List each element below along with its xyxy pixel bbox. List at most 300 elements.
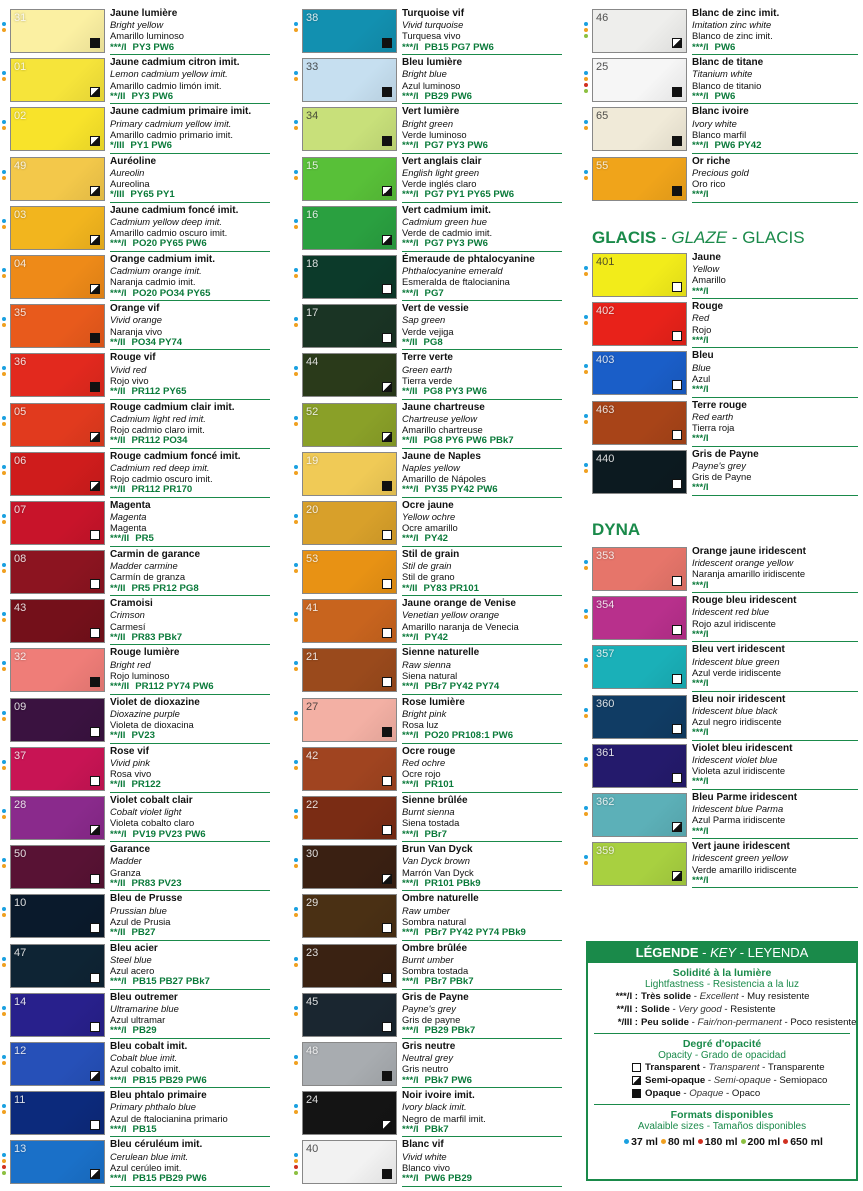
lightfastness-rows <box>588 990 856 1029</box>
name-en: Yellow ochre <box>402 511 456 523</box>
name-fr: Rouge lumière <box>110 647 180 659</box>
pigment-codes: PY83 PR101 <box>423 582 479 594</box>
entry-rule <box>402 1087 562 1088</box>
opacity-title: Degré d'opacité <box>682 1038 762 1050</box>
color-entry <box>2 57 270 106</box>
color-entry <box>294 303 562 352</box>
size-dot <box>2 372 6 376</box>
color-text <box>402 156 562 201</box>
name-es: Azul de Prusia <box>110 915 171 927</box>
name-en: Steel blue <box>110 953 152 965</box>
size-dot <box>584 272 588 276</box>
name-fr: Jaune chartreuse <box>402 401 485 413</box>
color-number: 403 <box>596 354 615 367</box>
pigment-codes: PR112 PY74 PW6 <box>135 681 214 693</box>
opacity-icon <box>90 1120 100 1130</box>
color-number: 45 <box>306 995 319 1008</box>
name-es: Rojo luminoso <box>110 669 170 681</box>
name-en: Madder <box>110 855 142 867</box>
size-dots <box>294 71 300 83</box>
color-swatch <box>10 353 105 397</box>
color-number: 07 <box>14 503 27 516</box>
name-en: Aureolin <box>110 166 145 178</box>
lightfastness-es: Poco resistente <box>790 1017 857 1028</box>
color-entry <box>294 598 562 647</box>
name-fr: Violet cobalt clair <box>110 795 193 806</box>
name-en: Ivory black imit. <box>402 1101 467 1113</box>
size-dot <box>2 274 6 278</box>
name-es: Sombra tostada <box>402 964 469 976</box>
entry-rule <box>110 546 270 547</box>
name-es: Stil de grano <box>402 571 455 583</box>
lightfastness-code: */III <box>110 139 125 151</box>
pigment-line <box>692 140 858 151</box>
opacity-icon <box>382 776 392 786</box>
pigment-line <box>692 580 858 591</box>
name-fr: Orange cadmium imit. <box>110 253 216 265</box>
size-dot <box>2 1171 6 1175</box>
color-entry <box>294 402 562 451</box>
name-fr: Blanc de zinc imit. <box>692 8 780 19</box>
name-en: Bright blue <box>402 68 447 80</box>
size-dots <box>2 907 8 919</box>
opacity-icon <box>382 284 392 294</box>
lightfastness-code: **/II <box>402 385 418 397</box>
lightfastness-row: **/II : Solide - Very good - Resistente <box>588 1003 856 1016</box>
entry-rule <box>110 694 270 695</box>
color-entry <box>2 992 270 1041</box>
size-dot <box>584 266 588 270</box>
size-dots <box>294 661 300 673</box>
size-dot <box>741 1139 746 1144</box>
size-dot <box>294 465 298 469</box>
size-dot <box>2 366 6 370</box>
lightfastness-code: ***/I <box>402 926 419 938</box>
entry-rule <box>110 448 270 449</box>
color-entry <box>2 402 270 451</box>
name-fr: Orange vif <box>110 303 160 315</box>
size-dot <box>294 274 298 278</box>
entry-rule <box>692 153 858 154</box>
lightfastness-code: ***/I <box>402 877 419 889</box>
name-fr: Jaune cadmium primaire imit. <box>110 106 252 118</box>
color-number: 12 <box>14 1044 27 1057</box>
opacity-icon <box>672 625 682 635</box>
size-dot <box>624 1139 629 1144</box>
entry-rule <box>402 448 562 449</box>
pigment-codes: PB29 <box>132 1025 157 1037</box>
pigment-codes: PY3 PW6 <box>131 90 174 102</box>
name-es: Rojo cadmio claro imit. <box>110 423 205 435</box>
color-swatch <box>10 698 105 742</box>
color-swatch <box>302 255 397 299</box>
name-es: Violeta de dioxacina <box>110 719 194 731</box>
pigment-line <box>110 484 270 495</box>
size-dot <box>584 321 588 325</box>
name-fr: Émeraude de phtalocyanine <box>402 253 535 265</box>
name-es: Esmeralda de ftalocianina <box>402 276 510 288</box>
name-es: Violeta cobalto claro <box>110 817 195 829</box>
size-dots <box>584 463 590 475</box>
color-swatch <box>302 944 397 988</box>
entry-rule <box>402 399 562 400</box>
name-fr: Ocre rouge <box>402 745 456 757</box>
size-dot <box>584 714 588 718</box>
pigment-codes: PR83 PV23 <box>131 877 182 889</box>
name-fr: Jaune cadmium foncé imit. <box>110 204 239 216</box>
lightfastness-code: ***/I <box>402 1172 419 1184</box>
size-dots <box>584 170 590 182</box>
size-dot <box>2 71 6 75</box>
name-fr: Auréoline <box>110 155 157 167</box>
size-dots <box>294 465 300 477</box>
opacity-icon <box>672 186 682 196</box>
size-dots <box>584 120 590 132</box>
size-dot <box>294 170 298 174</box>
color-swatch <box>10 845 105 889</box>
color-number: 50 <box>14 848 27 861</box>
color-swatch <box>10 648 105 692</box>
name-en: Van Dyck brown <box>402 855 470 867</box>
lightfastness-code: ***/I <box>692 41 709 53</box>
size-dots <box>584 266 590 278</box>
opacity-icon <box>90 776 100 786</box>
color-number: 11 <box>14 1094 26 1107</box>
entry-rule <box>692 446 858 447</box>
lightfastness-code: ***/I <box>110 1123 127 1135</box>
name-es: Sombra natural <box>402 915 467 927</box>
name-es: Blanco vivo <box>402 1161 450 1173</box>
color-text <box>110 303 270 348</box>
color-number: 49 <box>14 159 27 172</box>
name-en: Madder carmine <box>110 560 178 572</box>
color-text <box>402 1090 562 1135</box>
size-dot <box>2 711 6 715</box>
lightfastness-code: ***/I <box>402 41 419 53</box>
name-en: Vivid white <box>402 1150 447 1162</box>
name-en: Venetian yellow orange <box>402 609 500 621</box>
color-text <box>402 106 562 151</box>
pigment-line <box>692 629 858 640</box>
name-fr: Sienne brûlée <box>402 795 468 806</box>
name-es: Carmesí <box>110 620 146 632</box>
entry-rule <box>110 1186 270 1187</box>
entry-rule <box>692 641 858 642</box>
color-entry <box>294 1139 562 1188</box>
opacity-row: Transparent - Transparent - Transparente <box>588 1061 856 1074</box>
opacity-icon <box>382 825 392 835</box>
name-en: Red <box>692 312 710 324</box>
lightfastness-code: ***/I <box>692 628 709 640</box>
color-entry <box>2 549 270 598</box>
name-en: Iridescent blue green <box>692 655 780 667</box>
pigment-line <box>110 386 270 397</box>
color-text <box>692 743 858 788</box>
color-text <box>402 205 562 250</box>
size-dot <box>294 28 298 32</box>
color-entry <box>2 1139 270 1188</box>
pigment-line <box>692 189 858 200</box>
name-es: Gris neutro <box>402 1063 449 1075</box>
name-en: Payne's grey <box>402 1002 456 1014</box>
lightfastness-code: */III : <box>617 1017 638 1028</box>
size-dot <box>2 1159 6 1163</box>
name-fr: Bleu vert iridescent <box>692 644 785 656</box>
color-swatch <box>592 744 687 788</box>
name-fr: Bleu cobalt imit. <box>110 1040 188 1052</box>
name-fr: Magenta <box>110 499 151 511</box>
color-text <box>402 57 562 102</box>
pigment-codes: PY1 PW6 <box>130 139 172 151</box>
entry-rule <box>692 887 858 888</box>
color-entry <box>2 205 270 254</box>
color-text <box>692 156 858 201</box>
size-dot <box>584 71 588 75</box>
pigment-line <box>110 42 270 53</box>
formats-subtitle: Avalaible sizes - Tamaños disponibles <box>637 1121 807 1132</box>
size-dot <box>2 957 6 961</box>
entry-rule <box>110 103 270 104</box>
color-text <box>110 992 270 1037</box>
size-dot <box>2 864 6 868</box>
lightfastness-code: ***/I <box>402 533 419 545</box>
name-fr: Terre verte <box>402 352 453 364</box>
opacity-es: Semiopaco <box>779 1075 828 1086</box>
size-dot <box>783 1139 788 1144</box>
color-text <box>110 352 270 397</box>
color-swatch <box>302 1042 397 1086</box>
size-dot <box>2 1110 6 1114</box>
color-number: 463 <box>596 403 615 416</box>
entry-rule <box>692 298 858 299</box>
color-number: 08 <box>14 553 27 566</box>
glaze-list <box>584 252 858 498</box>
pigment-line <box>402 829 562 840</box>
color-swatch <box>592 107 687 151</box>
pigment-codes: PO20 PO34 PY65 <box>132 287 211 299</box>
color-text <box>110 402 270 447</box>
color-entry <box>2 106 270 155</box>
size-dots <box>2 268 8 280</box>
name-fr: Garance <box>110 844 151 856</box>
color-text <box>110 8 270 53</box>
size-dot <box>2 176 6 180</box>
color-number: 30 <box>306 848 319 861</box>
opacity-icon <box>382 874 392 884</box>
color-entry <box>294 549 562 598</box>
size-dot <box>2 22 6 26</box>
pigment-line <box>692 42 858 53</box>
size-dots <box>294 563 300 575</box>
size-dot <box>294 864 298 868</box>
color-swatch <box>592 302 687 346</box>
pigment-codes: PW6 PY42 <box>714 139 762 151</box>
opacity-icon <box>382 186 392 196</box>
size-dots <box>294 711 300 723</box>
opacity-o-icon <box>632 1089 641 1098</box>
name-fr: Orange jaune iridescent <box>692 546 806 557</box>
size-dot <box>584 806 588 810</box>
pigment-line <box>110 238 270 249</box>
name-en: Bright pink <box>402 707 447 719</box>
entry-rule <box>692 54 858 55</box>
opacity-icon <box>672 724 682 734</box>
color-swatch <box>592 645 687 689</box>
color-text <box>402 8 562 53</box>
size-dot <box>584 812 588 816</box>
color-text <box>110 844 270 889</box>
lightfastness-code: ***/I <box>402 139 419 151</box>
lightfastness-code: ***/II <box>110 533 130 545</box>
size-dot <box>2 225 6 229</box>
name-es: Blanco de zinc imit. <box>692 30 773 42</box>
size-dot <box>584 566 588 570</box>
color-text <box>110 205 270 250</box>
size-dot <box>294 1171 298 1175</box>
name-es: Rojo azul iridiscente <box>692 617 776 629</box>
pigment-line <box>402 533 562 544</box>
size-dot <box>2 268 6 272</box>
size-dots <box>2 170 8 182</box>
opacity-icon <box>382 136 392 146</box>
size-dots <box>294 957 300 969</box>
opacity-en: Transparent <box>708 1062 760 1073</box>
color-swatch <box>10 599 105 643</box>
lightfastness-code: **/II <box>110 779 126 791</box>
pigment-codes: PB29 PBk7 <box>424 1025 476 1037</box>
size-dot <box>2 323 6 327</box>
size-dot <box>584 420 588 424</box>
name-en: Dioxazine purple <box>110 707 180 719</box>
pigment-line <box>692 875 858 886</box>
lightfastness-code: ***/I <box>402 730 419 742</box>
size-dots <box>2 120 8 132</box>
size-dot <box>584 126 588 130</box>
color-swatch <box>10 501 105 545</box>
opacity-icon <box>672 380 682 390</box>
name-fr: Bleu phtalo primaire <box>110 1090 207 1102</box>
pigment-codes: PV23 <box>131 730 155 742</box>
size-dot <box>2 1055 6 1059</box>
lightfastness-code: ***/I <box>110 976 127 988</box>
color-number: 401 <box>596 256 615 268</box>
entry-rule <box>110 644 270 645</box>
pigment-codes: PO20 PR108:1 PW6 <box>424 730 514 742</box>
lightfastness-code: ***/I <box>402 1123 419 1135</box>
size-dot <box>2 913 6 917</box>
size-dot <box>2 809 6 813</box>
color-number: 18 <box>306 257 319 270</box>
lightfastness-code: **/II <box>402 435 418 447</box>
size-dot <box>2 120 6 124</box>
pigment-codes: PR5 PR12 PG8 <box>131 582 199 594</box>
opacity-icon <box>382 1169 392 1179</box>
lightfastness-code: ***/I <box>110 1172 127 1184</box>
color-text <box>402 647 562 692</box>
name-en: Yellow <box>692 263 720 275</box>
entry-rule <box>402 841 562 842</box>
size-dot <box>294 520 298 524</box>
pigment-line <box>402 878 562 889</box>
lightfastness-es: Resistente <box>730 1004 776 1015</box>
opacity-icon <box>672 136 682 146</box>
size-dot <box>294 569 298 573</box>
size-dots <box>294 1104 300 1116</box>
color-number: 36 <box>14 356 27 369</box>
pigment-codes: PBr7 <box>424 828 447 840</box>
size-dots <box>294 268 300 280</box>
opacity-icon <box>382 1022 392 1032</box>
opacity-icon <box>382 973 392 983</box>
lightfastness-code: ***/I <box>402 1074 419 1086</box>
size-dot <box>294 219 298 223</box>
opacity-icon <box>90 530 100 540</box>
color-entry <box>584 350 858 399</box>
lightfastness-code: **/II <box>110 435 126 447</box>
name-es: Azul cerúleo imit. <box>110 1161 182 1173</box>
name-es: Ocre rojo <box>402 768 441 780</box>
size-dot <box>294 422 298 426</box>
name-fr: Rose vif <box>110 745 149 757</box>
pigment-line <box>402 1025 562 1036</box>
name-es: Azul Parma iridiscente <box>692 814 786 826</box>
name-en: Iridescent blue black <box>692 704 778 716</box>
color-text <box>402 795 562 840</box>
color-swatch <box>10 944 105 988</box>
size-dot <box>294 176 298 180</box>
size-dot <box>584 22 588 26</box>
size-dot <box>2 422 6 426</box>
color-entry <box>2 303 270 352</box>
opacity-row: Semi-opaque - Semi-opaque - Semiopaco <box>588 1074 856 1087</box>
color-swatch <box>302 1091 397 1135</box>
size-dots <box>2 957 8 969</box>
color-swatch <box>302 993 397 1037</box>
size-dots <box>584 609 590 621</box>
size-dot <box>584 615 588 619</box>
opacity-icon <box>672 282 682 292</box>
entry-rule <box>110 300 270 301</box>
size-dot <box>2 514 6 518</box>
name-es: Amarillo <box>692 274 726 286</box>
color-text <box>402 549 562 594</box>
name-en: Bright green <box>402 117 454 129</box>
lightfastness-code: ***/I <box>692 579 709 591</box>
size-dot <box>294 1159 298 1163</box>
size-dot <box>294 77 298 81</box>
name-es: Rojo vivo <box>110 374 149 386</box>
color-text <box>402 352 562 397</box>
color-text <box>110 549 270 594</box>
name-en: Cadmium orange imit. <box>110 265 202 277</box>
color-number: 34 <box>306 110 319 123</box>
color-swatch <box>592 58 687 102</box>
entry-rule <box>402 890 562 891</box>
color-number: 41 <box>306 602 319 615</box>
color-entry <box>294 205 562 254</box>
color-number: 359 <box>596 845 615 858</box>
name-es: Azul luminoso <box>402 79 461 91</box>
name-en: Raw sienna <box>402 658 451 670</box>
size-dot <box>294 963 298 967</box>
color-entry <box>294 156 562 205</box>
pigment-line <box>402 632 562 643</box>
color-text <box>402 844 562 889</box>
size-dot <box>294 815 298 819</box>
color-entry <box>2 943 270 992</box>
size-dot <box>294 1110 298 1114</box>
lightfastness-code: ***/I <box>402 90 419 102</box>
